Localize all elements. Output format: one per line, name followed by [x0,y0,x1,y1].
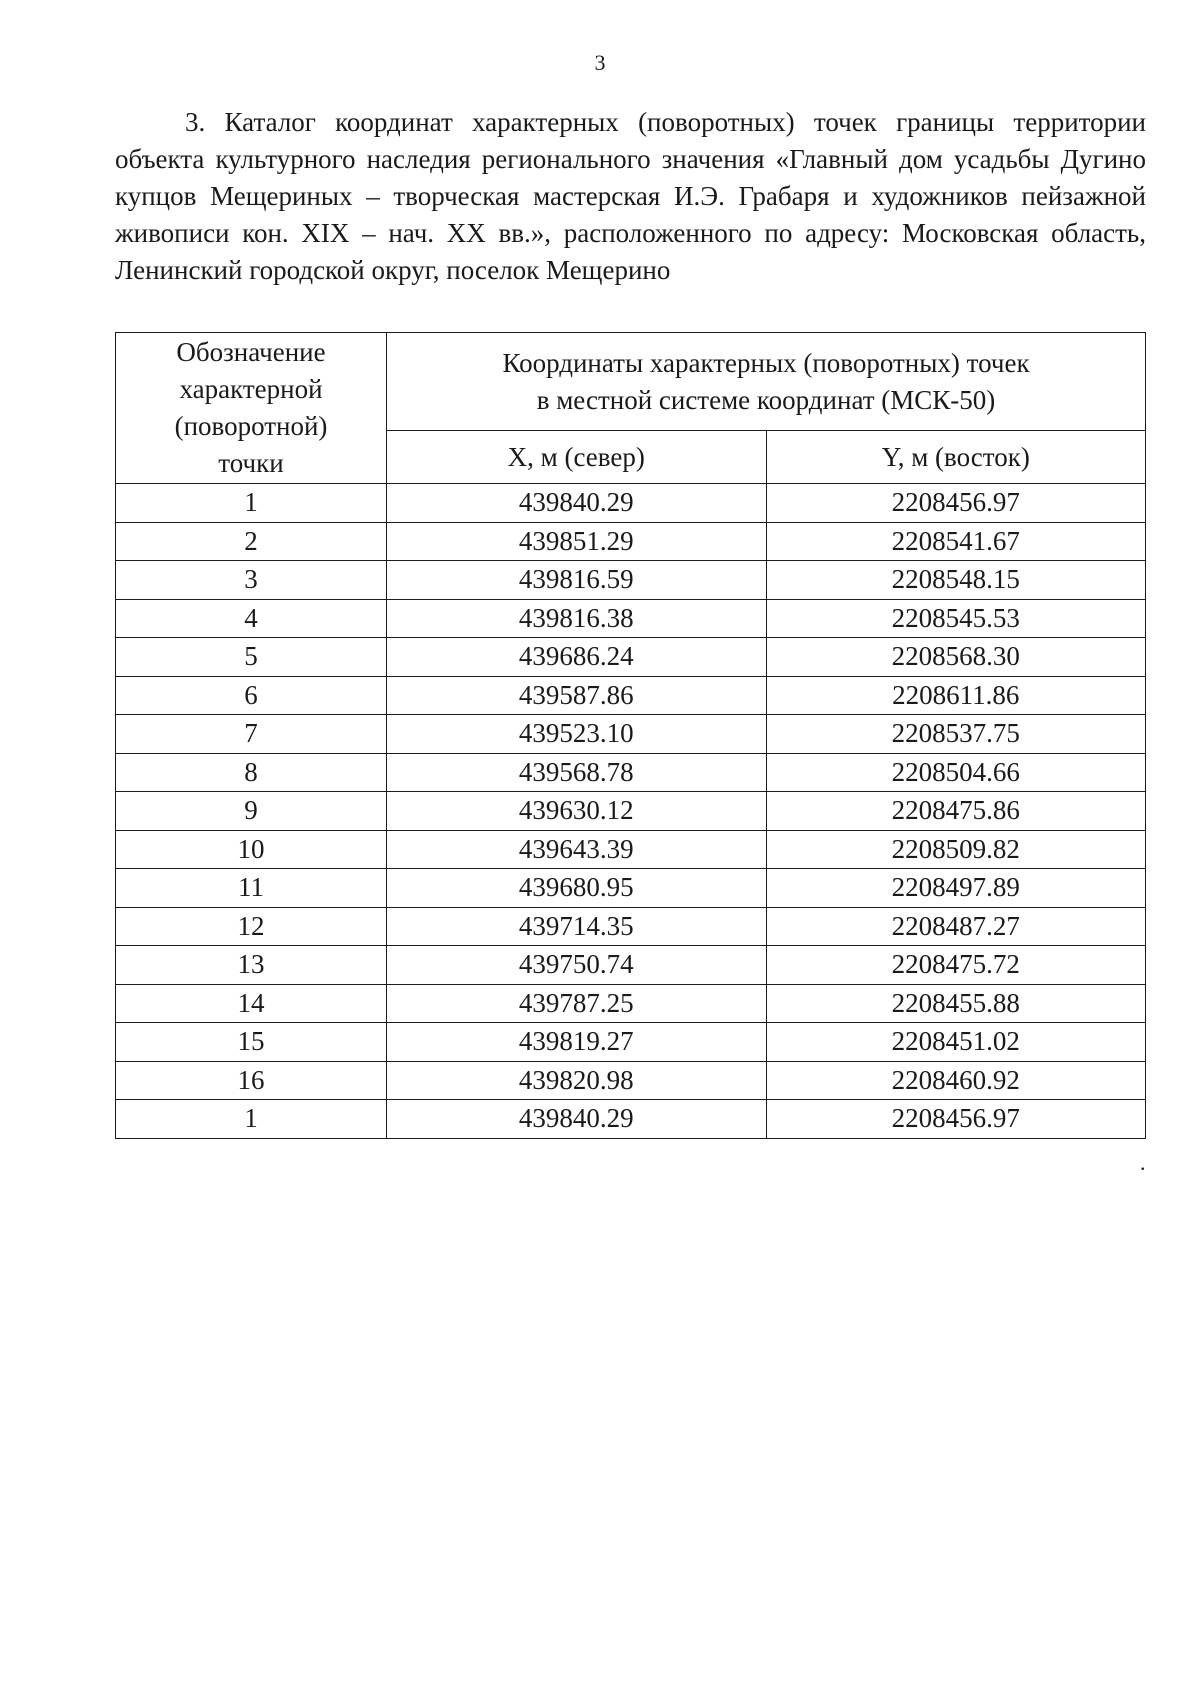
header-group-line: Координаты характерных (поворотных) точек [502,347,1030,378]
header-y-column: Y, м (восток) [766,431,1146,484]
point-number-cell: 6 [116,676,387,715]
point-number-cell: 14 [116,984,387,1023]
y-coordinate-cell: 2208541.67 [766,522,1146,561]
point-number-cell: 4 [116,599,387,638]
header-coordinates-group [387,333,1146,431]
x-coordinate-cell: 439840.29 [387,484,767,523]
table-header-row [116,333,1146,431]
point-number-cell: 7 [116,715,387,754]
x-coordinate-cell: 439643.39 [387,830,767,869]
header-point-line: характерной [179,374,323,404]
header-point-line: (поворотной) [174,411,328,441]
header-point-line: Обозначение [176,337,326,367]
table-row [116,715,1146,754]
table-row [116,869,1146,908]
point-number-cell: 1 [116,1100,387,1139]
table-row [116,484,1146,523]
table-row [116,522,1146,561]
y-coordinate-cell: 2208497.89 [766,869,1146,908]
coordinates-table [115,332,1146,1139]
y-coordinate-cell: 2208611.86 [766,676,1146,715]
x-coordinate-cell: 439714.35 [387,907,767,946]
x-coordinate-cell: 439630.12 [387,792,767,831]
table-row [116,1061,1146,1100]
table-row [116,946,1146,985]
trailing-dot: . [1140,1150,1146,1175]
x-coordinate-cell: 439587.86 [387,676,767,715]
y-coordinate-cell: 2208487.27 [766,907,1146,946]
y-coordinate-cell: 2208451.02 [766,1023,1146,1062]
table-row [116,830,1146,869]
y-coordinate-cell: 2208456.97 [766,1100,1146,1139]
table-row [116,1023,1146,1062]
header-x-column: X, м (север) [387,431,767,484]
y-coordinate-cell: 2208504.66 [766,753,1146,792]
x-coordinate-cell: 439787.25 [387,984,767,1023]
table-row [116,676,1146,715]
table-body [116,484,1146,1139]
x-coordinate-cell: 439750.74 [387,946,767,985]
header-group-line: в местной системе координат (МСК-50) [536,384,996,415]
point-number-cell: 16 [116,1061,387,1100]
table-row [116,907,1146,946]
table-row [116,561,1146,600]
table-row [116,753,1146,792]
table-row [116,599,1146,638]
x-coordinate-cell: 439816.59 [387,561,767,600]
point-number-cell: 10 [116,830,387,869]
table-row [116,792,1146,831]
header-point-line: точки [218,448,284,478]
point-number-cell: 13 [116,946,387,985]
y-coordinate-cell: 2208460.92 [766,1061,1146,1100]
x-coordinate-cell: 439568.78 [387,753,767,792]
y-coordinate-cell: 2208545.53 [766,599,1146,638]
x-coordinate-cell: 439840.29 [387,1100,767,1139]
point-number-cell: 12 [116,907,387,946]
point-number-cell: 9 [116,792,387,831]
point-number-cell: 3 [116,561,387,600]
x-coordinate-cell: 439523.10 [387,715,767,754]
y-coordinate-cell: 2208456.97 [766,484,1146,523]
table-row [116,638,1146,677]
point-number-cell: 5 [116,638,387,677]
x-coordinate-cell: 439816.38 [387,599,767,638]
table-row [116,984,1146,1023]
y-coordinate-cell: 2208475.86 [766,792,1146,831]
y-coordinate-cell: 2208548.15 [766,561,1146,600]
catalog-paragraph-text: 3. Каталог координат характерных (поворотных) точек границы территории объекта культурного наследия регионального значения «Главный дом усадьбы Дугино купцов Мещериных – творческая мастерская И.Э. Грабаря и художников пейзажной живописи кон. XIX – нач. XX вв.», расположенного по адресу: Московская область, Ленинский городской округ, поселок Мещерино [115,107,1146,285]
y-coordinate-cell: 2208455.88 [766,984,1146,1023]
x-coordinate-cell: 439680.95 [387,869,767,908]
y-coordinate-cell: 2208537.75 [766,715,1146,754]
point-number-cell: 15 [116,1023,387,1062]
y-coordinate-cell: 2208509.82 [766,830,1146,869]
point-number-cell: 2 [116,522,387,561]
point-number-cell: 1 [116,484,387,523]
point-number-cell: 8 [116,753,387,792]
point-number-cell: 11 [116,869,387,908]
x-coordinate-cell: 439819.27 [387,1023,767,1062]
catalog-paragraph [115,104,1146,289]
y-coordinate-cell: 2208568.30 [766,638,1146,677]
x-coordinate-cell: 439820.98 [387,1061,767,1100]
y-coordinate-cell: 2208475.72 [766,946,1146,985]
header-point-designation [116,333,387,484]
x-coordinate-cell: 439686.24 [387,638,767,677]
x-coordinate-cell: 439851.29 [387,522,767,561]
page-number: 3 [594,50,606,75]
table-row [116,1100,1146,1139]
